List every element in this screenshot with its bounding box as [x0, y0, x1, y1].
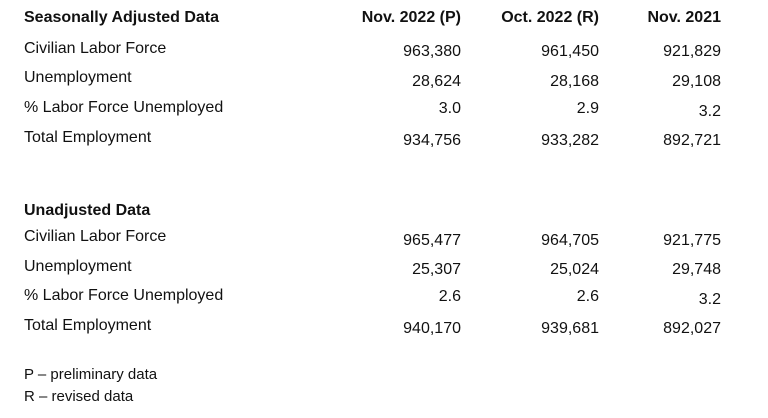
table-cell: 2.6: [576, 288, 599, 305]
footnote-revised: R – revised data: [24, 388, 134, 405]
row-label-civilian-labor-force: Civilian Labor Force: [24, 40, 167, 57]
section-title-seasonal: Seasonally Adjusted Data: [24, 9, 220, 26]
row-label-unemployment: Unemployment: [24, 69, 132, 86]
table-cell: 25,024: [550, 261, 599, 278]
column-header-nov-2022: Nov. 2022 (P): [361, 9, 461, 26]
column-header-nov-2021: Nov. 2021: [647, 9, 721, 26]
table-cell: 965,477: [403, 232, 461, 249]
table-cell: 3.2: [698, 291, 721, 308]
table-cell: 29,108: [672, 73, 721, 90]
table-cell: 940,170: [403, 320, 461, 337]
table-cell: 963,380: [403, 43, 461, 60]
table-cell: 933,282: [541, 132, 599, 149]
row-label-unemployment: Unemployment: [24, 258, 132, 275]
row-label-civilian-labor-force: Civilian Labor Force: [24, 228, 167, 245]
table-cell: 25,307: [412, 261, 461, 278]
table-cell: 964,705: [541, 232, 599, 249]
table-cell: 921,829: [663, 43, 721, 60]
row-label-percent-unemployed: % Labor Force Unemployed: [24, 99, 224, 116]
table-cell: 892,721: [663, 132, 721, 149]
section-title-unadjusted: Unadjusted Data: [24, 202, 151, 219]
table-cell: 921,775: [663, 232, 721, 249]
table-cell: 2.6: [438, 288, 461, 305]
table-cell: 3.0: [438, 100, 461, 117]
table-cell: 28,168: [550, 73, 599, 90]
table-cell: 892,027: [663, 320, 721, 337]
table-cell: 939,681: [541, 320, 599, 337]
table-cell: 2.9: [576, 100, 599, 117]
column-header-oct-2022: Oct. 2022 (R): [501, 9, 599, 26]
row-label-total-employment: Total Employment: [24, 317, 152, 334]
table-cell: 29,748: [672, 261, 721, 278]
table-cell: 961,450: [541, 43, 599, 60]
row-label-total-employment: Total Employment: [24, 129, 152, 146]
table-cell: 934,756: [403, 132, 461, 149]
table-cell: 28,624: [412, 73, 461, 90]
footnote-preliminary: P – preliminary data: [24, 366, 158, 383]
row-label-percent-unemployed: % Labor Force Unemployed: [24, 287, 224, 304]
table-cell: 3.2: [698, 103, 721, 120]
